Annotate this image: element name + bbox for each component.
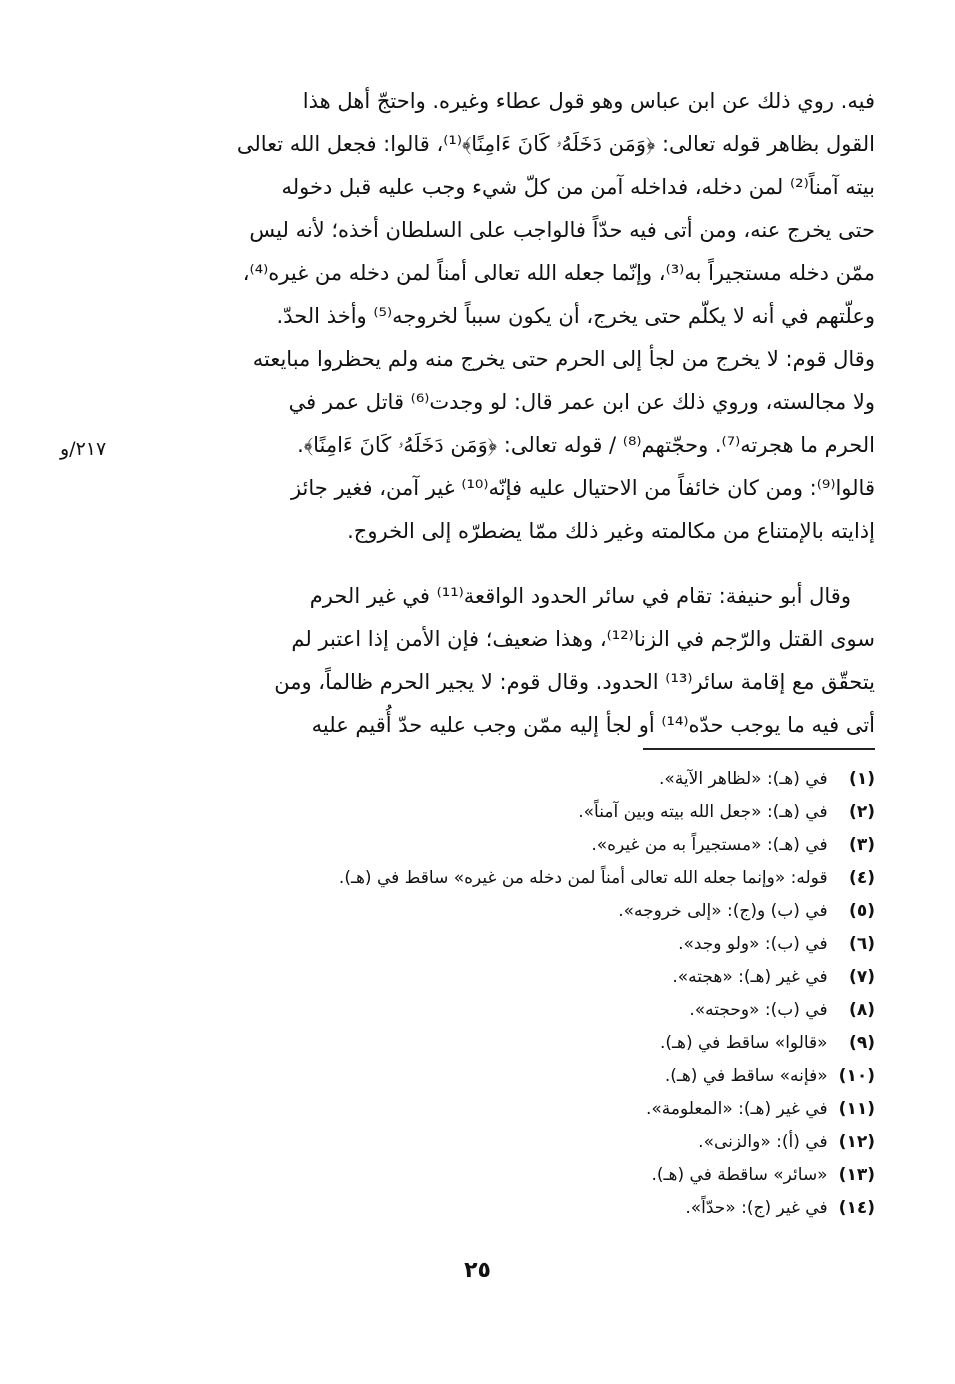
footnote (130, 862, 875, 895)
footnote (130, 1192, 875, 1225)
text-line: أتى فيه ما يوجب حدّه⁽¹⁴⁾ أو لجأ إليه ممّن وجب عليه حدّ أُقيم عليه (311, 713, 875, 737)
footnote-text: في (هـ): «لظاهر الآية». (659, 769, 828, 789)
text-line: بيته آمناً⁽²⁾ لمن دخله، فداخله آمن من كلّ شيء وجب عليه قبل دخوله (281, 175, 875, 199)
footnote-number: (٧) (849, 967, 875, 987)
footnote-text: في (ب): «ولو وجد». (678, 934, 828, 954)
footnote (130, 829, 875, 862)
footnote-text: في (هـ): «مستجيراً به من غيره». (591, 835, 828, 855)
footnote (130, 895, 875, 928)
footnote-divider (643, 748, 875, 750)
footnote-number: (٢) (849, 802, 875, 822)
footnotes (130, 763, 875, 1225)
footnote-number: (١٣) (838, 1165, 875, 1185)
footnote-text: في غير (ج): «حدّاً». (685, 1198, 828, 1218)
footnote-number: (١٠) (838, 1066, 875, 1086)
footnote-number: (٣) (849, 835, 875, 855)
text-line: ممّن دخله مستجيراً به⁽³⁾، وإنّما جعله الله تعالى أمناً لمن دخله من غيره⁽⁴⁾، (242, 261, 875, 285)
footnote-number: (١٢) (838, 1132, 875, 1152)
footnote (130, 961, 875, 994)
footnote-text: قوله: «وإنما جعله الله تعالى أمناً لمن دخله من غيره» ساقط في (هـ). (338, 868, 828, 888)
footnote (130, 994, 875, 1027)
page-number: ٢٥ (464, 1258, 491, 1283)
footnote (130, 1093, 875, 1126)
footnote (130, 928, 875, 961)
paragraph-gap (130, 553, 875, 575)
text-line: وقال قوم: لا يخرج من لجأ إلى الحرم حتى يخرج منه ولم يحظروا مبايعته (252, 347, 875, 371)
footnote-number: (٦) (849, 934, 875, 954)
footnote-number: (٥) (849, 901, 875, 921)
footnote (130, 1027, 875, 1060)
footnote-number: (١١) (838, 1099, 875, 1119)
footnote-text: في (أ): «والزنى». (698, 1132, 828, 1152)
paragraph-1 (130, 80, 875, 553)
footnote-number: (٩) (849, 1033, 875, 1053)
text-line: سوى القتل والرّجم في الزنا⁽¹²⁾، وهذا ضعيف؛ فإن الأمن إذا اعتبر لم (291, 627, 875, 651)
text-line: وقال أبو حنيفة: تقام في سائر الحدود الواقعة⁽¹¹⁾ في غير الحرم (309, 584, 851, 608)
text-line: ولا مجالسته، وروي ذلك عن ابن عمر قال: لو وجدت⁽⁶⁾ قاتل عمر في (288, 390, 875, 414)
footnote-text: في غير (هـ): «هجته». (672, 967, 828, 987)
footnote-text: «سائر» ساقطة في (هـ). (651, 1165, 828, 1185)
text-line: الحرم ما هجرته⁽⁷⁾. وحجّتهم⁽⁸⁾ / قوله تعالى: ﴿وَمَن دَخَلَهُۥ كَانَ ءَامِنًا﴾. (297, 433, 875, 457)
footnote-number: (٨) (849, 1000, 875, 1020)
footnote-text: في غير (هـ): «المعلومة». (645, 1099, 828, 1119)
manuscript-folio-note: ٢١٧/و (60, 438, 107, 460)
text-line: القول بظاهر قوله تعالى: ﴿وَمَن دَخَلَهُۥ كَانَ ءَامِنًا﴾⁽¹⁾، قالوا: فجعل الله تعالى (236, 132, 875, 156)
text-line: فيه. روي ذلك عن ابن عباس وهو قول عطاء وغيره. واحتجّ أهل هذا (302, 89, 875, 113)
footnote-text: في (هـ): «جعل الله بيته وبين آمناً». (578, 802, 828, 822)
footnote-text: في (ب) و(ج): «إلى خروجه». (618, 901, 828, 921)
footnote-number: (١٤) (838, 1198, 875, 1218)
footnote (130, 796, 875, 829)
footnote (130, 1060, 875, 1093)
main-text (130, 80, 875, 747)
text-line: يتحقّق مع إقامة سائر⁽¹³⁾ الحدود. وقال قوم: لا يجير الحرم ظالماً، ومن (274, 670, 875, 694)
footnote (130, 1126, 875, 1159)
footnote-text: «فإنه» ساقط في (هـ). (664, 1066, 828, 1086)
text-line: حتى يخرج عنه، ومن أتى فيه حدّاً فالواجب على السلطان أخذه؛ لأنه ليس (249, 218, 875, 242)
footnote-number: (٤) (849, 868, 875, 888)
paragraph-2 (130, 575, 875, 747)
footnote (130, 763, 875, 796)
footnote-number: (١) (849, 769, 875, 789)
text-line: إذايته بالإمتناع من مكالمته وغير ذلك ممّا يضطرّه إلى الخروج. (347, 519, 875, 543)
footnote-text: «قالوا» ساقط في (هـ). (659, 1033, 828, 1053)
footnote (130, 1159, 875, 1192)
text-line: قالوا⁽⁹⁾: ومن كان خائفاً من الاحتيال عليه فإنّه⁽¹⁰⁾ غير آمن، فغير جائز (290, 476, 875, 500)
text-line: وعلّتهم في أنه لا يكلّم حتى يخرج، أن يكون سبباً لخروجه⁽⁵⁾ وأخذ الحدّ. (276, 304, 875, 328)
footnote-text: في (ب): «وحجته». (689, 1000, 828, 1020)
